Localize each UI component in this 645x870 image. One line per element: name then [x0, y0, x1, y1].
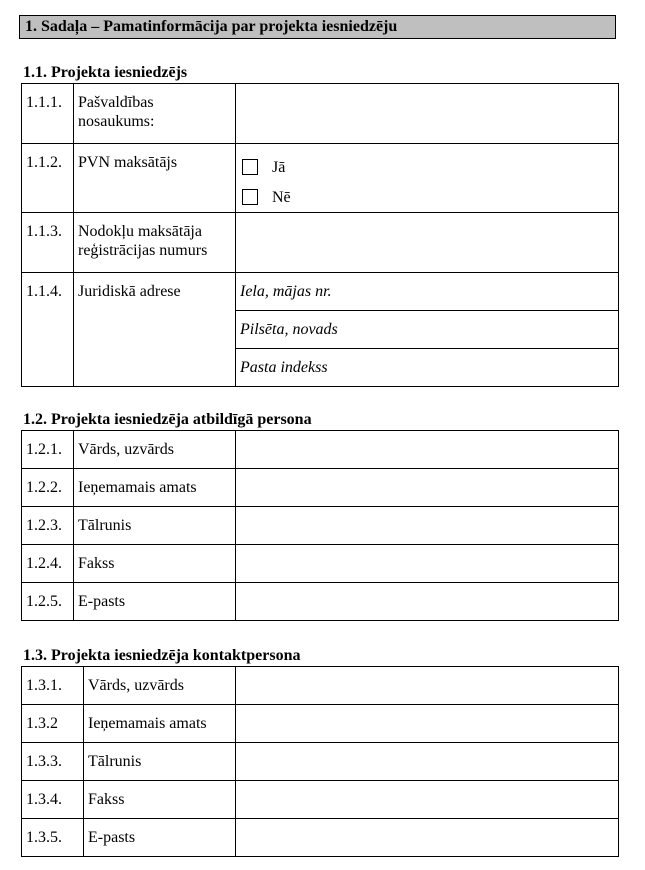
field-label: Fakss — [84, 781, 236, 819]
row-number: 1.1.4. — [22, 273, 74, 387]
fax-field[interactable] — [236, 545, 619, 583]
field-label: Ieņemamais amats — [74, 469, 236, 507]
table-row — [22, 667, 619, 705]
row-number: 1.2.3. — [22, 507, 74, 545]
table-row — [22, 507, 619, 545]
row-number: 1.3.5. — [22, 819, 84, 857]
table-row — [22, 469, 619, 507]
row-number: 1.1.1. — [22, 84, 74, 144]
option-label-yes: Jā — [272, 158, 286, 176]
name-field[interactable] — [236, 431, 619, 469]
table-row — [22, 144, 619, 213]
field-label: Fakss — [74, 545, 236, 583]
table-row — [22, 273, 619, 387]
section-title: 1. Sadaļa – Pamatinformācija par projekta iesniedzēju — [19, 15, 616, 39]
field-label: Vārds, uzvārds — [84, 667, 236, 705]
table-row — [22, 781, 619, 819]
tax-reg-number-label: Nodokļu maksātāja reģistrācijas numurs — [74, 213, 236, 273]
position-field[interactable] — [236, 469, 619, 507]
tax-reg-number-field[interactable] — [236, 213, 619, 273]
postal-code-field[interactable]: Pasta indekss — [240, 359, 328, 376]
fax-field[interactable] — [236, 781, 619, 819]
street-field[interactable]: Iela, mājas nr. — [236, 273, 618, 311]
vat-option-yes[interactable] — [242, 152, 618, 182]
municipality-name-label: Pašvaldības nosaukums: — [74, 84, 236, 144]
row-number: 1.3.3. — [22, 743, 84, 781]
row-number: 1.2.1. — [22, 431, 74, 469]
table-row — [22, 545, 619, 583]
row-number: 1.1.3. — [22, 213, 74, 273]
field-label: Vārds, uzvārds — [74, 431, 236, 469]
subsection-title-contact: 1.3. Projekta iesniedzēja kontaktpersona — [23, 647, 301, 664]
row-number: 1.1.2. — [22, 144, 74, 213]
field-label: E-pasts — [84, 819, 236, 857]
table-row — [22, 431, 619, 469]
row-number: 1.3.2 — [22, 705, 84, 743]
table-row — [22, 213, 619, 273]
option-label-no: Nē — [272, 188, 291, 206]
phone-field[interactable] — [236, 743, 619, 781]
position-field[interactable] — [236, 705, 619, 743]
phone-field[interactable] — [236, 507, 619, 545]
legal-address-fields — [236, 273, 619, 387]
contact-person-table — [21, 666, 619, 857]
email-field[interactable] — [236, 583, 619, 621]
field-label: Tālrunis — [74, 507, 236, 545]
row-number: 1.2.5. — [22, 583, 74, 621]
applicant-table — [21, 83, 619, 387]
name-field[interactable] — [236, 667, 619, 705]
row-number: 1.3.1. — [22, 667, 84, 705]
subsection-title-responsible: 1.2. Projekta iesniedzēja atbildīgā persona — [23, 411, 312, 428]
municipality-name-field[interactable] — [236, 84, 619, 144]
field-label: Tālrunis — [84, 743, 236, 781]
subsection-title-applicant: 1.1. Projekta iesniedzējs — [23, 64, 188, 81]
responsible-person-table — [21, 430, 619, 621]
checkbox-no[interactable] — [242, 189, 258, 205]
table-row — [22, 583, 619, 621]
vat-payer-options — [236, 144, 619, 213]
table-row — [22, 743, 619, 781]
table-row — [22, 705, 619, 743]
row-number: 1.3.4. — [22, 781, 84, 819]
vat-option-no[interactable] — [242, 182, 618, 212]
row-number: 1.2.4. — [22, 545, 74, 583]
field-label: Ieņemamais amats — [84, 705, 236, 743]
vat-payer-label: PVN maksātājs — [74, 144, 236, 213]
field-label: E-pasts — [74, 583, 236, 621]
email-field[interactable] — [236, 819, 619, 857]
table-row — [22, 819, 619, 857]
checkbox-yes[interactable] — [242, 159, 258, 175]
city-field[interactable]: Pilsēta, novads — [236, 311, 618, 349]
legal-address-label: Juridiskā adrese — [74, 273, 236, 387]
row-number: 1.2.2. — [22, 469, 74, 507]
table-row — [22, 84, 619, 144]
